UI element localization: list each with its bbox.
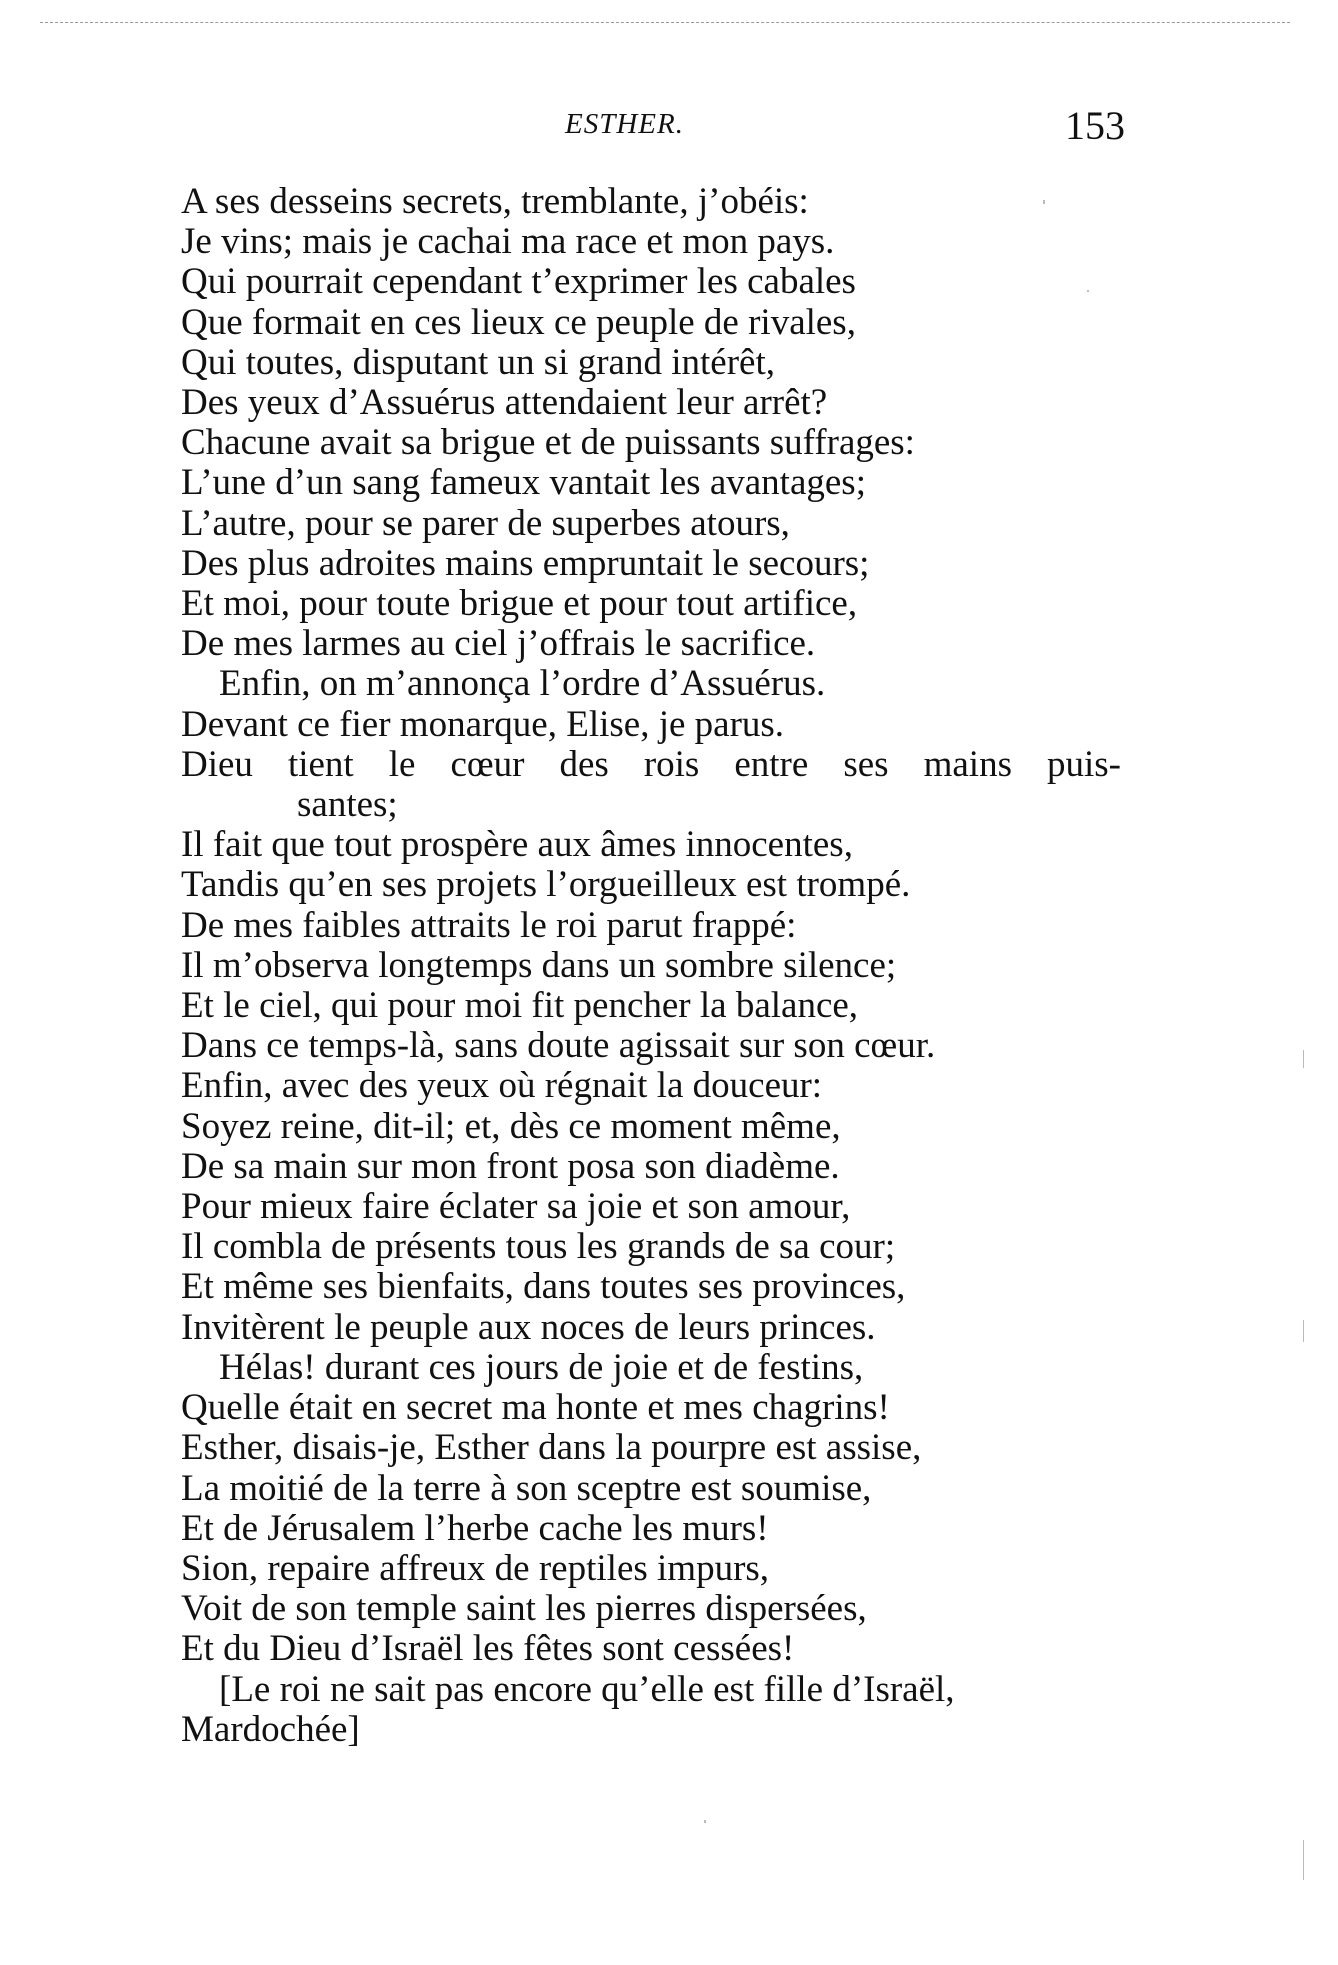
- editorial-note-continuation: Mardochée]: [181, 1708, 360, 1750]
- top-edge-rule: [40, 22, 1290, 23]
- running-head: [0, 104, 1338, 154]
- verse-line: Soyez reine, dit-il; et, dès ce moment même,: [181, 1105, 841, 1147]
- verse-line: Tandis qu’en ses projets l’orgueilleux est trompé.: [181, 864, 911, 906]
- verse-line: Et du Dieu d’Israël les fêtes sont cessées!: [181, 1628, 795, 1670]
- scan-speck: [1043, 200, 1045, 204]
- verse-line: Dans ce temps-là, sans doute agissait sur son cœur.: [181, 1025, 936, 1067]
- verse-line: Qui pourrait cependant t’exprimer les cabales: [181, 261, 856, 303]
- verse-line: De mes larmes au ciel j’offrais le sacrifice.: [181, 623, 816, 665]
- verse-line: Hélas! durant ces jours de joie et de festins,: [219, 1346, 864, 1388]
- verse-line: Et le ciel, qui pour moi fit pencher la balance,: [181, 985, 859, 1027]
- verse-line: A ses desseins secrets, tremblante, j’obéis:: [181, 181, 809, 222]
- verse-line: Des plus adroites mains empruntait le secours;: [181, 542, 870, 584]
- verse-line: Et de Jérusalem l’herbe cache les murs!: [181, 1507, 769, 1549]
- scan-speck: [1303, 1050, 1304, 1068]
- verse-line: Enfin, on m’annonça l’ordre d’Assuérus.: [219, 663, 826, 705]
- verse-line: Il fait que tout prospère aux âmes innocentes,: [181, 824, 853, 866]
- verse-line: Dieu tient le cœur des rois entre ses mains puis-: [181, 743, 1121, 785]
- verse-line: Il m’observa longtemps dans un sombre silence;: [181, 944, 897, 986]
- verse-line-continuation: santes;: [297, 784, 398, 826]
- verse-line: L’autre, pour se parer de superbes atours,: [181, 502, 790, 544]
- verse-line: Il combla de présents tous les grands de sa cour;: [181, 1226, 896, 1268]
- verse-line: Et même ses bienfaits, dans toutes ses provinces,: [181, 1266, 906, 1308]
- verse-line: Voit de son temple saint les pierres dispersées,: [181, 1588, 867, 1630]
- verse-line: Quelle était en secret ma honte et mes chagrins!: [181, 1387, 890, 1429]
- page-number: 153: [1065, 103, 1125, 148]
- scan-speck: [704, 1820, 706, 1823]
- verse-line: Des yeux d’Assuérus attendaient leur arrêt?: [181, 382, 828, 424]
- verse-line: De mes faibles attraits le roi parut frappé:: [181, 904, 797, 946]
- verse-line: Chacune avait sa brigue et de puissants suffrages:: [181, 422, 915, 464]
- verse-line: L’une d’un sang fameux vantait les avantages;: [181, 462, 866, 504]
- editorial-note: [Le roi ne sait pas encore qu’elle est fille d’Israël,: [219, 1668, 955, 1710]
- verse-line: Devant ce fier monarque, Elise, je parus.: [181, 703, 785, 745]
- verse-line: Esther, disais-je, Esther dans la pourpre est assise,: [181, 1427, 922, 1469]
- verse-block: [181, 182, 1141, 1750]
- scan-speck: [1087, 290, 1089, 292]
- verse-line: La moitié de la terre à son sceptre est soumise,: [181, 1467, 872, 1509]
- verse-line: De sa main sur mon front posa son diadème.: [181, 1145, 840, 1187]
- verse-line: Sion, repaire affreux de reptiles impurs,: [181, 1547, 770, 1589]
- verse-line: Je vins; mais je cachai ma race et mon pays.: [181, 221, 835, 263]
- running-title: ESTHER.: [565, 108, 684, 140]
- scan-speck: [1303, 1840, 1304, 1880]
- verse-line: Enfin, avec des yeux où régnait la douceur:: [181, 1065, 823, 1107]
- verse-line: Que formait en ces lieux ce peuple de rivales,: [181, 301, 856, 343]
- verse-line: Invitèrent le peuple aux noces de leurs princes.: [181, 1306, 876, 1348]
- verse-line: Pour mieux faire éclater sa joie et son amour,: [181, 1186, 851, 1228]
- verse-line: Qui toutes, disputant un si grand intérêt,: [181, 341, 775, 383]
- scan-speck: [1303, 1320, 1304, 1342]
- verse-line: Et moi, pour toute brigue et pour tout artifice,: [181, 583, 858, 625]
